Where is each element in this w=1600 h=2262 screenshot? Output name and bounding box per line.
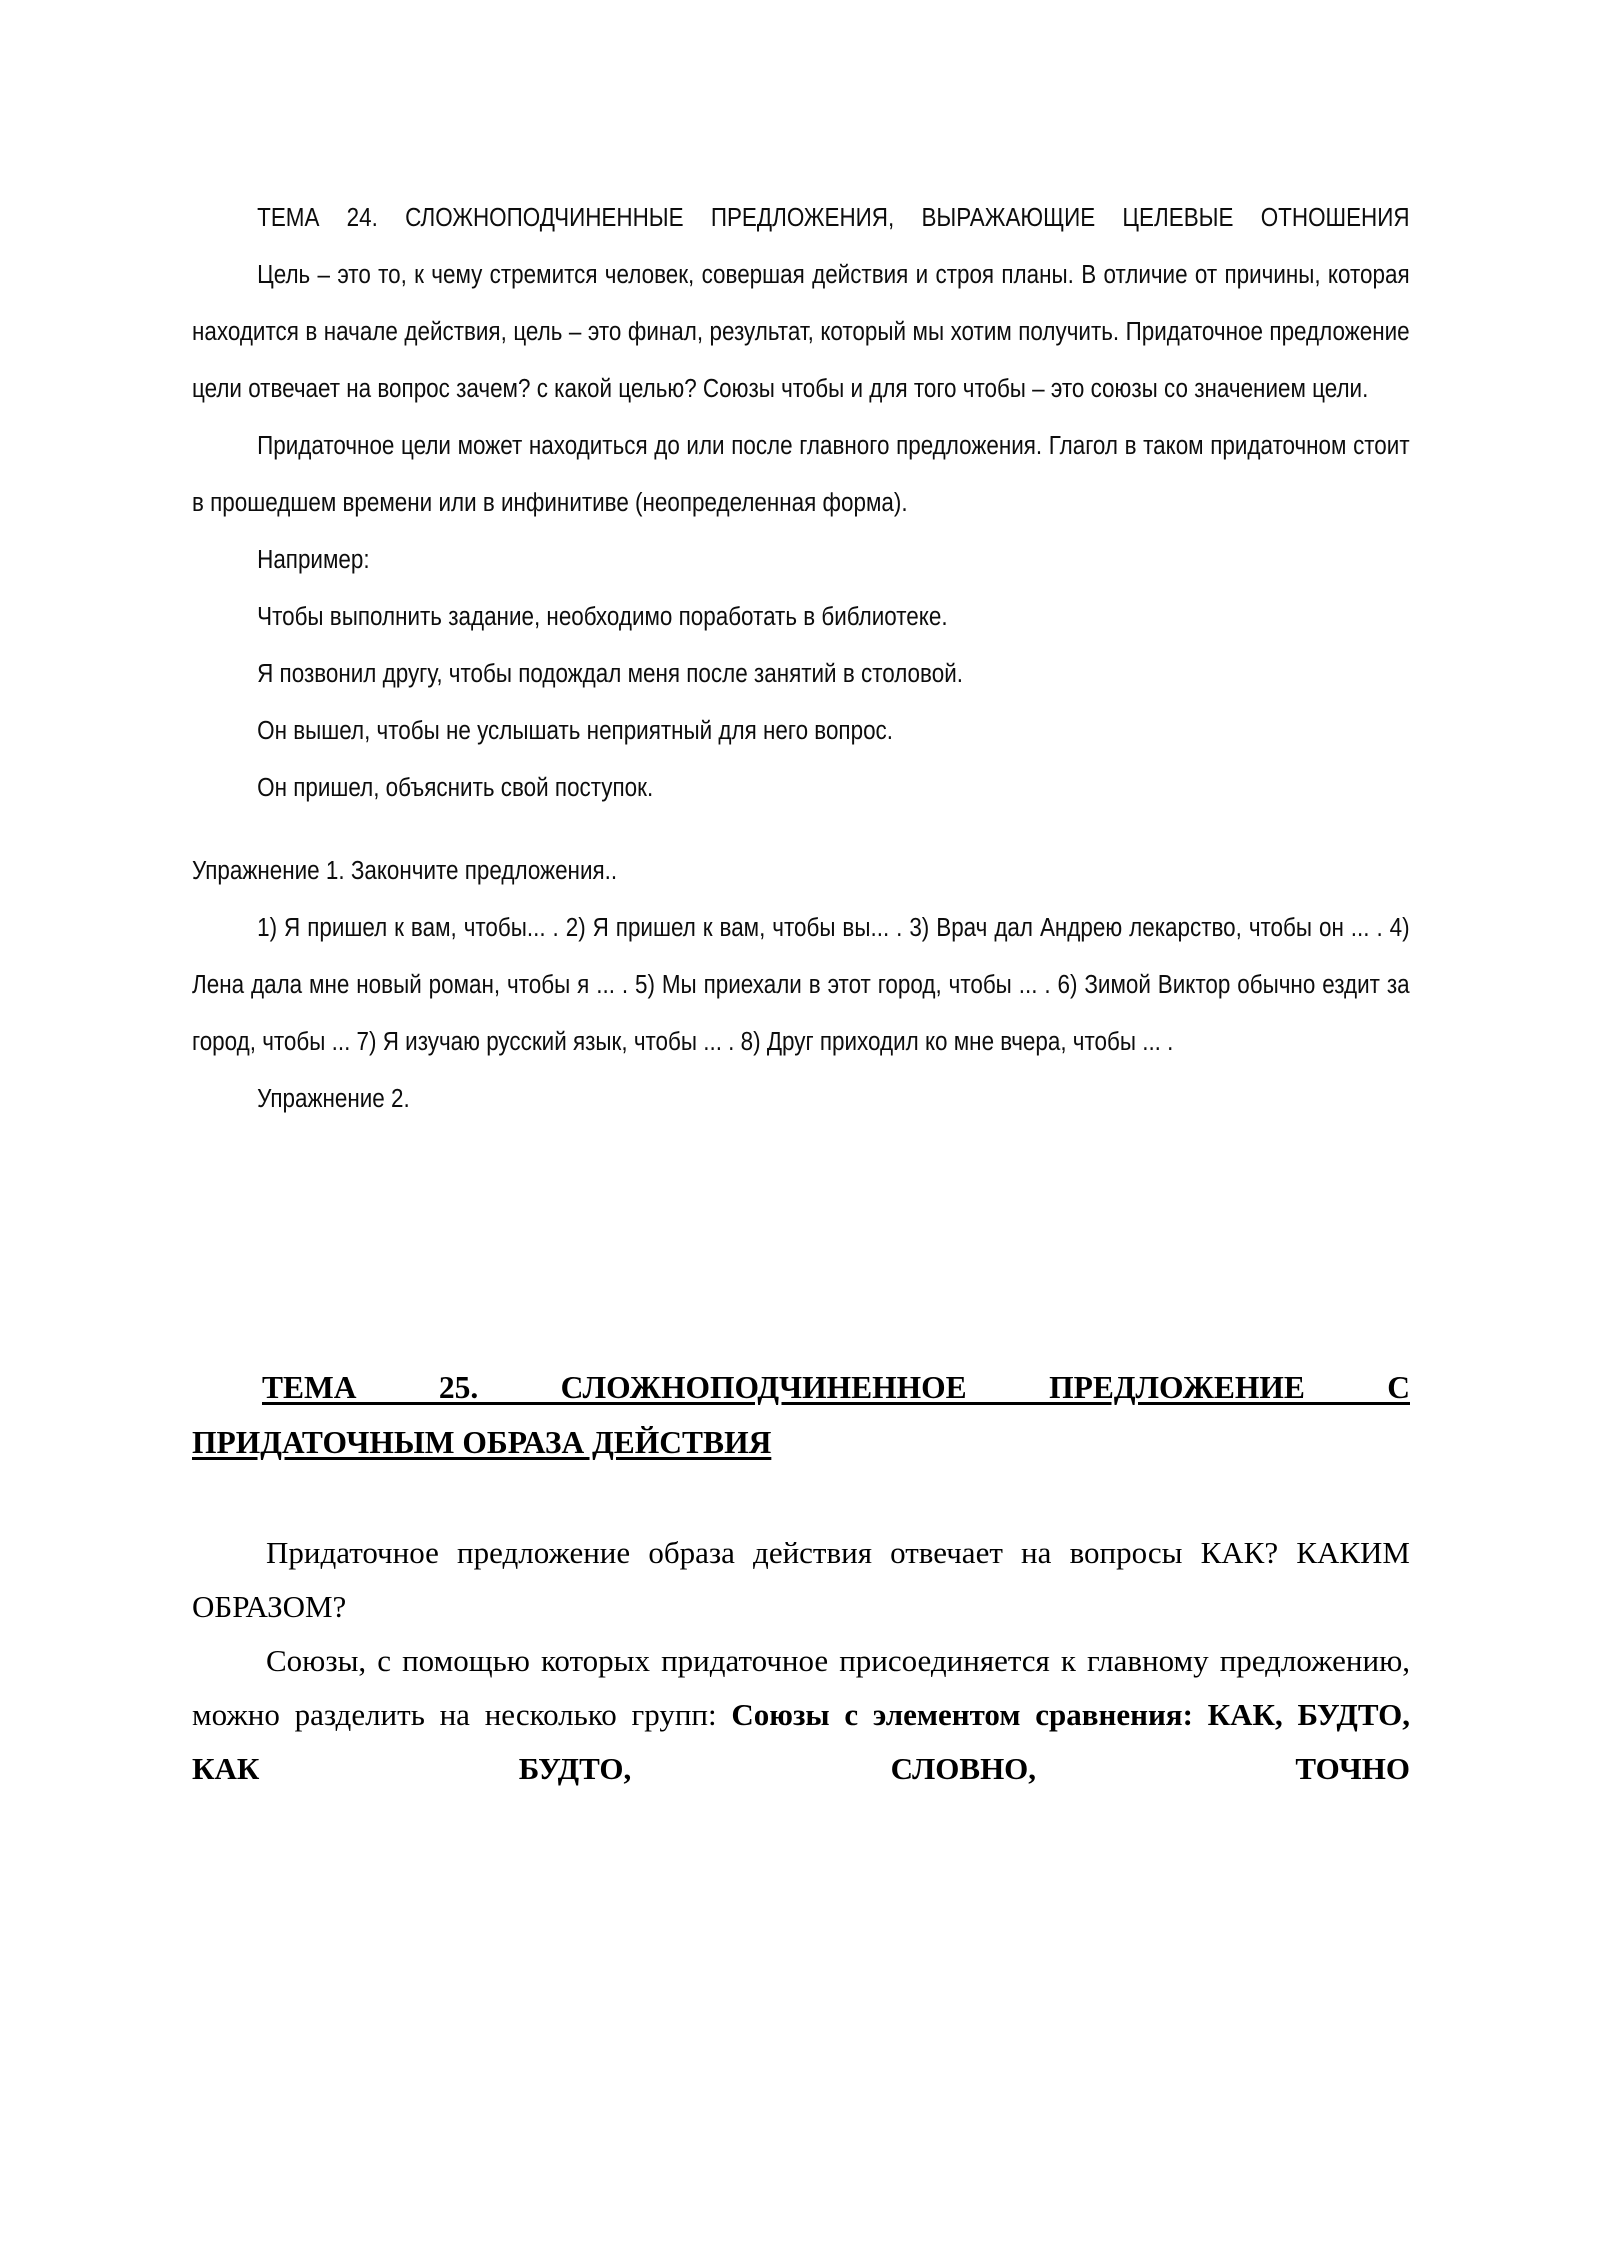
section-gap bbox=[192, 1128, 1410, 1360]
section-24-heading: ТЕМА 24. СЛОЖНОПОДЧИНЕННЫЕ ПРЕДЛОЖЕНИЯ, ВЫРАЖАЮЩИЕ ЦЕЛЕВЫЕ ОТНОШЕНИЯ bbox=[257, 204, 1410, 232]
section-24-example-3: Он вышел, чтобы не услышать неприятный для него вопрос. bbox=[257, 717, 894, 745]
section-25-paragraph-2-plain: Союзы, с помощью которых придаточное присоединяется к главному предложению, можно разделить на несколько групп: bbox=[192, 1643, 1410, 1732]
spacer-after-heading-25 bbox=[192, 1470, 1410, 1526]
section-24-paragraph-2: Придаточное цели может находиться до или после главного предложения. Глагол в таком придаточном стоит в прошедшем времени или в инфинитиве (неопределенная форма). bbox=[192, 432, 1410, 517]
spacer-after-examples bbox=[192, 817, 1410, 843]
section-25-paragraph-2 bbox=[192, 1634, 1410, 1796]
section-24 bbox=[192, 190, 1410, 1128]
section-25-heading bbox=[192, 1360, 1410, 1470]
section-24-example-1: Чтобы выполнить задание, необходимо поработать в библиотеке. bbox=[257, 603, 948, 631]
section-24-paragraph-1: Цель – это то, к чему стремится человек, совершая действия и строя планы. В отличие от причины, которая находится в начале действия, цель – это финал, результат, который мы хотим получить. Придаточное предложение цели отвечает на вопрос зачем? с какой целью? Союзы чтобы и для того чтобы – это союзы со значением цели. bbox=[192, 261, 1410, 403]
exercise-2-title: Упражнение 2. bbox=[257, 1085, 410, 1113]
exercise-1-body: 1) Я пришел к вам, чтобы... . 2) Я пришел к вам, чтобы вы... . 3) Врач дал Андрею лекарство, чтобы он ... . 4) Лена дала мне новый роман, чтобы я ... . 5) Мы приехали в этот город, чтобы ... . 6) Зимой Виктор обычно ездит за город, чтобы ... 7) Я изучаю русский язык, чтобы ... . 8) Друг приходил ко мне вчера, чтобы ... . bbox=[192, 914, 1410, 1056]
section-25-heading-line-2: ПРИДАТОЧНЫМ ОБРАЗА ДЕЙСТВИЯ bbox=[192, 1425, 772, 1460]
page-content bbox=[192, 190, 1410, 1796]
section-24-example-label: Например: bbox=[257, 546, 370, 574]
section-25 bbox=[192, 1360, 1410, 1796]
section-25-heading-line-1: ТЕМА 25. СЛОЖНОПОДЧИНЕННОЕ ПРЕДЛОЖЕНИЕ С bbox=[262, 1370, 1410, 1405]
section-25-paragraph-2-bold: Союзы с элементом сравнения: КАК, БУДТО, КАК БУДТО, СЛОВНО, ТОЧНО bbox=[192, 1697, 1410, 1786]
section-25-paragraph-1: Придаточное предложение образа действия отвечает на вопросы КАК? КАКИМ ОБРАЗОМ? bbox=[192, 1535, 1410, 1624]
exercise-1-title: Упражнение 1. Закончите предложения.. bbox=[192, 857, 618, 885]
section-24-example-2: Я позвонил другу, чтобы подождал меня после занятий в столовой. bbox=[257, 660, 963, 688]
section-24-example-4: Он пришел, объяснить свой поступок. bbox=[257, 774, 654, 802]
